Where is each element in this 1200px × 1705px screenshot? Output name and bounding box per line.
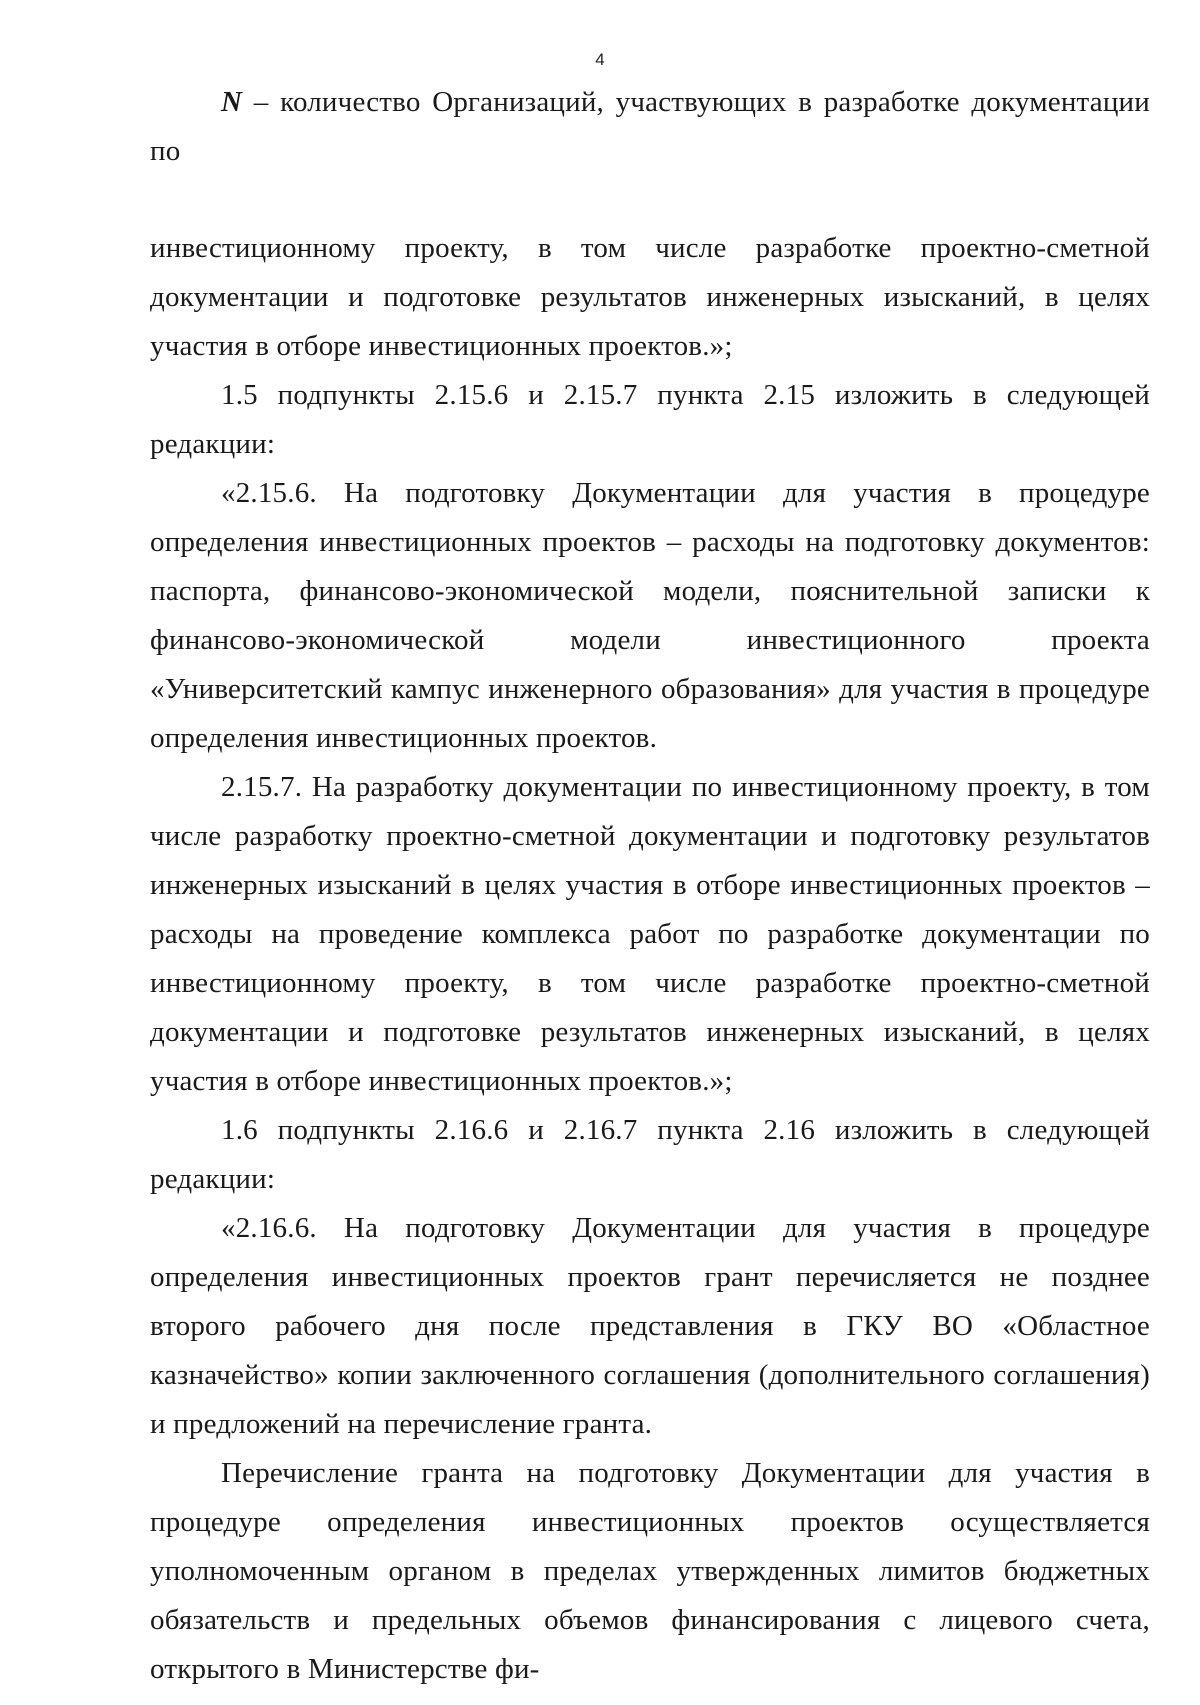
page-number: 4 [595, 50, 605, 69]
paragraph-2-15-7: 2.15.7. На разработку документации по инвестиционному проекту, в том числе разработку проектно-сметной документации и подготовку результатов инженерных изысканий в целях участия в отборе инвестиционных проектов – расходы на проведение комплекса работ по разработке документации по инвестиционному проекту, в том числе разработке проектно-сметной документации и подготовке результатов инженерных изысканий, в целях участия в отборе инвестиционных проектов.»; [150, 771, 1150, 1097]
paragraph-2-16-6: «2.16.6. На подготовку Документации для участия в процедуре определения инвестиционных проектов грант перечисляется не позднее второго рабочего дня после представления в ГКУ ВО «Областное казначейство» копии заключенного соглашения (дополнительного соглашения) и предложений на перечисление гранта. [150, 1212, 1150, 1440]
paragraph-item-1-6: 1.6 подпункты 2.16.6 и 2.16.7 пункта 2.16 изложить в следующей редакции: [150, 1114, 1150, 1195]
paragraph-continuation: инвестиционному проекту, в том числе разработке проектно-сметной документации и подготовке результатов инженерных изысканий, в целях участия в отборе инвестиционных проектов.»; [150, 232, 1150, 362]
variable-n-description: – количество Организаций, участвующих в разработке документации по [150, 86, 1150, 167]
document-body [150, 78, 1150, 1694]
paragraph-item-1-5: 1.5 подпункты 2.15.6 и 2.15.7 пункта 2.15 изложить в следующей редакции: [150, 379, 1150, 460]
paragraph-formula-variable [150, 78, 1150, 224]
paragraph-2-15-6: «2.15.6. На подготовку Документации для участия в процедуре определения инвестиционных проектов – расходы на подготовку документов: паспорта, финансово-экономической модели, пояснительной записки к финансово-экономической модели инвестиционного проекта «Университетский кампус инженерного образования» для участия в процедуре определения инвестиционных проектов. [150, 477, 1150, 754]
variable-n: N [221, 86, 243, 118]
paragraph-grant-transfer: Перечисление гранта на подготовку Документации для участия в процедуре определения инвестиционных проектов осуществляется уполномоченным органом в пределах утвержденных лимитов бюджетных обязательств и предельных объемов финансирования с лицевого счета, открытого в Министерстве фи- [150, 1457, 1150, 1685]
